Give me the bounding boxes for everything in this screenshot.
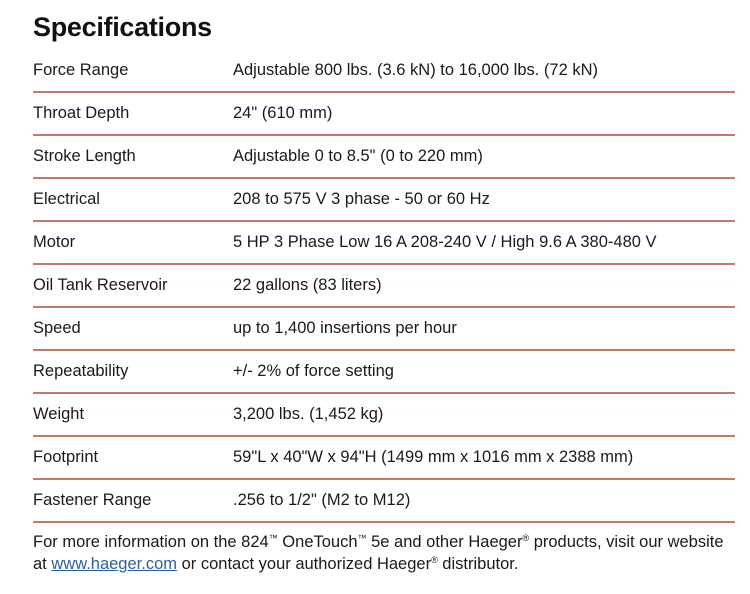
spec-label: Motor: [33, 233, 76, 251]
spec-value: 22 gallons (83 liters): [233, 276, 382, 294]
spec-label: Repeatability: [33, 362, 129, 380]
trademark-symbol: ™: [357, 533, 367, 543]
spec-row-fastener-range: [33, 480, 735, 523]
spec-row-throat-depth: [33, 93, 735, 136]
spec-label: Electrical: [33, 190, 100, 208]
registered-symbol: ®: [522, 533, 530, 543]
website-link[interactable]: www.haeger.com: [51, 555, 178, 573]
footer-text: For more information on the 824: [33, 533, 269, 551]
spec-label: Speed: [33, 319, 81, 337]
spec-label: Force Range: [33, 61, 129, 79]
spec-table: [33, 50, 735, 523]
trademark-symbol: ™: [268, 533, 278, 543]
spec-value: .256 to 1/2" (M2 to M12): [233, 491, 411, 509]
footer-text: or contact your authorized Haeger: [177, 555, 432, 573]
spec-value: 208 to 575 V 3 phase - 50 or 60 Hz: [233, 190, 490, 208]
spec-row-force-range: [33, 50, 735, 93]
spec-label: Stroke Length: [33, 147, 136, 165]
spec-label: Weight: [33, 405, 85, 423]
spec-row-stroke-length: [33, 136, 735, 179]
registered-symbol: ®: [431, 555, 438, 565]
footer-text: products, visit our website at: [33, 533, 724, 573]
spec-row-electrical: [33, 179, 735, 222]
footer-text: distributor.: [437, 555, 519, 573]
spec-row-oil-tank-reservoir: [33, 265, 735, 308]
spec-value: 59"L x 40"W x 94"H (1499 mm x 1016 mm x 2388 mm): [233, 448, 634, 466]
footer-note: [33, 531, 733, 575]
spec-value: +/- 2% of force setting: [233, 362, 394, 380]
spec-value: 5 HP 3 Phase Low 16 A 208-240 V / High 9.6 A 380-480 V: [233, 233, 657, 251]
spec-row-motor: [33, 222, 735, 265]
spec-label: Footprint: [33, 448, 99, 466]
page-title: Specifications: [33, 12, 212, 42]
spec-row-repeatability: [33, 351, 735, 394]
spec-label: Throat Depth: [33, 104, 130, 122]
spec-value: 24" (610 mm): [233, 104, 333, 122]
footer-text: OneTouch: [277, 533, 358, 551]
spec-value: Adjustable 0 to 8.5" (0 to 220 mm): [233, 147, 483, 165]
spec-row-footprint: [33, 437, 735, 480]
spec-value: 3,200 lbs. (1,452 kg): [233, 405, 384, 423]
footer-text: 5e and other Haeger: [366, 533, 523, 551]
spec-row-speed: [33, 308, 735, 351]
spec-label: Oil Tank Reservoir: [33, 276, 168, 294]
spec-label: Fastener Range: [33, 491, 152, 509]
spec-value: Adjustable 800 lbs. (3.6 kN) to 16,000 lbs. (72 kN): [233, 61, 599, 79]
spec-value: up to 1,400 insertions per hour: [233, 319, 457, 337]
spec-row-weight: [33, 394, 735, 437]
